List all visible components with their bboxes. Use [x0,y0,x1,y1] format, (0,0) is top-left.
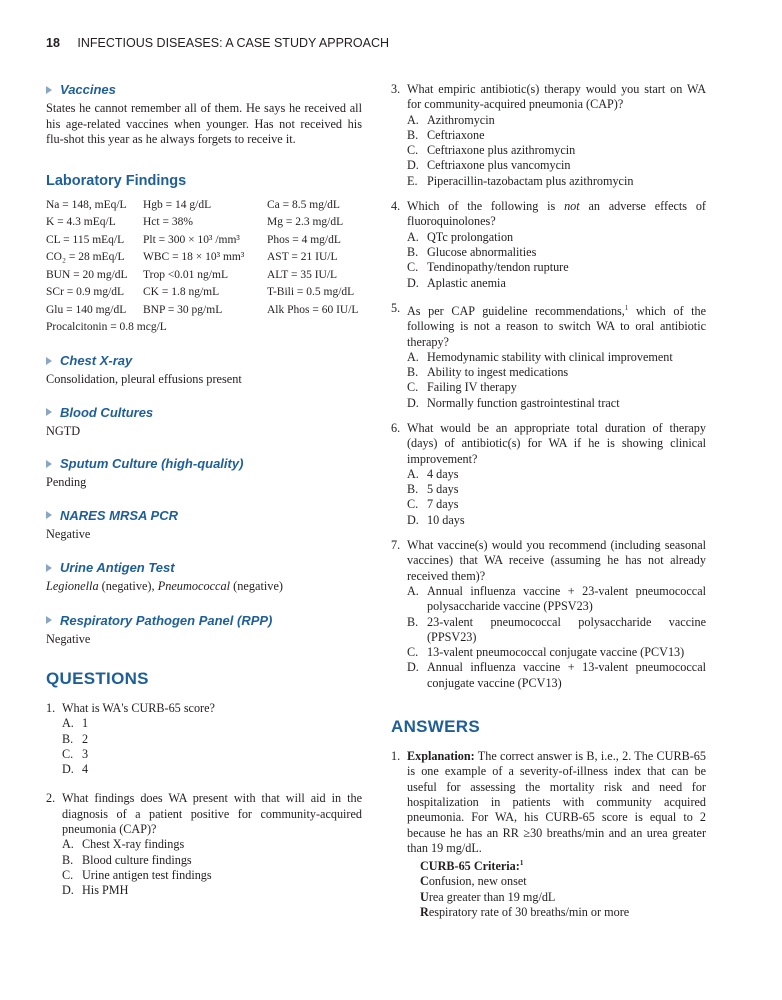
option-text: QTc prolongation [427,229,514,244]
questions-heading: QUESTIONS [46,669,149,688]
lab-row [46,251,358,269]
criteria-text: rea greater than 19 mg/dL [428,889,556,904]
option-letter: B. [407,365,419,380]
answer-option [391,174,706,189]
answer-number: 1. [391,749,401,764]
option-text: 23-valent pneumococcal polysaccharide vaccine (PPSV23) [427,614,706,644]
option-letter: A. [407,466,419,481]
urine-pneumococcal: Pneumococcal [157,579,231,593]
lab-value: CL = 115 mEq/L [46,233,125,246]
citation-superscript: 1 [624,303,629,312]
criteria-label: CURB-65 Criteria: [420,859,520,874]
option-letter: D. [407,660,419,675]
chest-xray-text: Consolidation, pleural effusions present [46,372,242,386]
rpp-section [46,613,362,648]
lab-value: BUN = 20 mg/dL [46,268,128,281]
option-letter: C. [62,746,74,761]
option-letter: D. [62,883,74,898]
q5-stem-part-2: which of the following is not a reason to switch WA to oral antibiotic therapy? [407,303,706,349]
lab-value: WBC = 18 × 10³ mm³ [143,251,245,263]
question-number: 3. [391,82,401,96]
lab-value: Hct = 38% [143,216,193,228]
lab-value: Phos = 4 mg/dL [267,233,341,246]
answer-option [391,365,706,380]
lab-section [46,173,362,334]
question-1 [46,701,362,777]
lab-row [46,216,358,234]
option-text: 3 [82,746,89,761]
question-stem-row [46,701,362,716]
option-letter: B. [407,127,419,142]
answer-option [391,128,706,143]
running-header [46,36,389,50]
question-number: 1. [46,701,56,715]
answer-option [46,762,362,777]
q4-stem-italic: not [564,199,580,214]
lab-value: CO₂ = 28 mEq/L [46,251,125,263]
question-number: 6. [391,421,401,435]
lab-row [46,286,358,304]
option-text: Tendinopathy/tendon rupture [427,260,569,275]
rpp-heading-text: Respiratory Pathogen Panel (RPP) [60,612,273,628]
option-text: Azithromycin [427,112,495,127]
option-text: Chest X-ray findings [82,837,185,852]
option-text: Annual influenza vaccine + 13-valent pneumococcal conjugate vaccine (PCV13) [427,660,706,690]
option-letter: B. [62,852,74,867]
option-text: 10 days [427,512,465,527]
blood-cultures-section [46,405,362,440]
option-text: His PMH [82,883,129,898]
criteria-item [420,905,706,920]
option-letter: C. [407,143,419,158]
option-letter: C. [62,867,74,882]
answer-option [391,645,706,660]
blood-cultures-heading [46,405,362,420]
lab-row [46,304,358,322]
triangle-bullet-icon [46,86,52,94]
answer-option [391,513,706,528]
question-stem [407,301,706,350]
option-text: Blood culture findings [82,852,192,867]
running-title: INFECTIOUS DISEASES: A CASE STUDY APPROACH [77,36,390,50]
option-text: Piperacillin-tazobactam plus azithromycin [427,173,634,188]
nares-heading-text: NARES MRSA PCR [60,507,178,523]
chest-xray-section [46,353,362,388]
option-letter: B. [407,614,419,629]
criteria-text: onfusion, new onset [428,874,527,889]
urine-legionella: Legionella [46,579,99,593]
answer-option [391,113,706,128]
explanation-text: The correct answer is B, i.e., 2. The CURB-65 is one example of a severity-of-illness index that can be useful for assessing the mortality risk and need for hospitalization in patients with community acquired pneumonia. For WA, his CURB-65 score is equal to 2 because he has an RR ≥30 breaths/min and an urea greater than 19 mg/dL. [407,749,706,855]
criteria-text: espiratory rate of 30 breaths/min or more [428,905,630,920]
question-stem-row [391,421,706,467]
lab-value: AST = 21 IU/L [267,251,338,263]
blood-cultures-heading-text: Blood Cultures [60,404,154,420]
answer-option [391,482,706,497]
lab-row [46,199,358,217]
answer-option [46,716,362,731]
answer-option [391,260,706,275]
option-text: Ceftriaxone [427,127,485,142]
triangle-bullet-icon [46,564,52,572]
nares-text: Negative [46,526,91,541]
vaccines-section [46,82,362,148]
option-letter: A. [62,837,74,852]
option-text: Hemodynamic stability with clinical improvement [427,349,673,364]
option-text: Ability to ingest medications [427,365,569,380]
q5-stem-part-1: As per CAP guideline recommendations, [407,303,625,318]
question-stem: What empiric antibiotic(s) therapy would you start on WA for community-acquired pneumonia (CAP)? [407,82,706,112]
answer-option [391,467,706,482]
option-text: Normally function gastrointestinal tract [427,395,620,410]
answer-text [407,749,706,856]
question-2 [46,791,362,898]
question-number: 2. [46,791,56,806]
lab-value: K = 4.3 mEq/L [46,216,116,228]
answer-option [391,497,706,512]
urine-text-1: (negative), [98,579,158,593]
answer-option [391,396,706,411]
option-text: 4 [82,762,89,777]
triangle-bullet-icon [46,616,52,624]
rpp-text: Negative [46,631,91,646]
lab-heading: Laboratory Findings [46,172,187,189]
option-text: 7 days [427,497,459,512]
option-letter: A. [407,229,419,244]
urine-text-2: (negative) [230,579,283,593]
option-letter: A. [407,583,419,598]
answer-option [46,883,362,898]
answer-option [46,853,362,868]
triangle-bullet-icon [46,357,52,365]
lab-value: CK = 1.8 ng/mL [143,286,220,298]
question-stem-row [391,82,706,113]
lab-value: Trop <0.01 ng/mL [143,268,228,281]
answer-option [391,350,706,365]
blood-cultures-text: NGTD [46,423,81,438]
option-text: 1 [82,716,89,731]
answers-heading: ANSWERS [391,717,480,737]
q4-stem-part-2: an adverse effects of fluoroquinolones? [407,199,706,229]
criteria-initial: R [420,905,429,920]
option-letter: D. [407,512,419,527]
lab-value: Alk Phos = 60 IU/L [267,303,359,316]
nares-heading [46,508,362,523]
option-letter: D. [407,158,419,173]
lab-value: Na = 148, mEq/L [46,198,127,211]
sputum-section [46,456,362,491]
triangle-bullet-icon [46,511,52,519]
option-letter: B. [407,244,419,259]
lab-value: Ca = 8.5 mg/dL [267,198,340,211]
sputum-text: Pending [46,475,87,489]
answer-option [391,615,706,646]
question-stem-row [46,791,362,837]
answer-1 [391,749,706,920]
triangle-bullet-icon [46,408,52,416]
nares-section [46,508,362,543]
option-letter: A. [407,349,419,364]
lab-table [46,199,358,322]
lab-value: Hgb = 14 g/dL [143,198,212,211]
urine-text [46,579,362,595]
explanation-label: Explanation: [407,749,475,764]
q4-stem-part-1: Which of the following is [407,199,565,214]
answer-option [391,230,706,245]
question-stem-row [391,538,706,584]
urine-section [46,560,362,595]
option-letter: A. [407,112,419,127]
option-text: 13-valent pneumococcal conjugate vaccine (PCV13) [427,645,685,660]
lab-value: Plt = 300 × 10³ /mm³ [143,233,240,246]
answer-option [46,837,362,852]
option-letter: B. [62,731,74,746]
question-6 [391,421,706,528]
option-letter: D. [407,275,419,290]
question-4 [391,199,706,291]
curb65-criteria [391,856,706,920]
question-stem [407,199,706,230]
lab-value: SCr = 0.9 mg/dL [46,286,125,298]
lab-row [46,269,358,287]
option-text: 4 days [427,466,459,481]
option-letter: D. [407,395,419,410]
question-number: 7. [391,538,401,553]
option-text: 5 days [427,482,459,497]
question-stem: What is WA's CURB-65 score? [62,701,215,715]
answer-option [46,747,362,762]
question-number: 5. [391,300,401,315]
answer-option [46,732,362,747]
option-letter: C. [407,645,419,660]
question-3 [391,82,706,189]
option-letter: C. [407,497,419,512]
option-text: Failing IV therapy [427,380,517,395]
option-text: Ceftriaxone plus vancomycin [427,158,571,173]
option-letter: C. [407,260,419,275]
right-column [391,82,706,920]
option-letter: C. [407,380,419,395]
answer-option [391,660,706,691]
option-letter: B. [407,482,419,497]
answer-option [391,143,706,158]
lab-value: BNP = 30 pg/mL [143,303,223,316]
option-text: Glucose abnormalities [427,244,537,259]
vaccines-heading [46,82,362,97]
answer-option [391,380,706,395]
option-letter: D. [62,762,74,777]
criteria-initial: U [420,889,429,904]
lab-value: Glu = 140 mg/dL [46,303,127,316]
answer-option [391,245,706,260]
triangle-bullet-icon [46,460,52,468]
chest-xray-heading-text: Chest X-ray [60,353,133,368]
lab-value: Mg = 2.3 mg/dL [267,216,344,228]
option-text: Ceftriaxone plus azithromycin [427,143,576,158]
sputum-heading-text: Sputum Culture (high-quality) [60,456,244,471]
criteria-item [420,890,706,905]
rpp-heading [46,613,362,628]
option-text: Aplastic anemia [427,275,506,290]
answer-option [46,868,362,883]
procalcitonin: Procalcitonin = 0.8 mcg/L [46,321,167,333]
criteria-initial: C [420,874,429,889]
chest-xray-heading [46,353,362,368]
page-number: 18 [46,36,60,50]
urine-heading [46,560,362,575]
sputum-heading [46,456,362,471]
vaccines-text: States he cannot remember all of them. He says he received all his age-related vaccines when younger. Has not received his flu-shot this year as he always forgets to receive it. [46,101,362,146]
lab-value: T-Bili = 0.5 mg/dL [267,286,355,298]
lab-row [46,234,358,252]
answer-option [391,584,706,615]
question-5 [391,301,706,411]
option-text: Annual influenza vaccine + 23-valent pneumococcal polysaccharide vaccine (PPSV23) [427,583,706,614]
question-7 [391,538,706,691]
option-text: 2 [82,731,89,746]
answer-option [391,276,706,291]
citation-superscript: 1 [519,859,524,868]
vaccines-heading-text: Vaccines [60,82,116,97]
urine-heading-text: Urine Antigen Test [60,560,175,575]
answer-option [391,158,706,173]
question-number: 4. [391,199,401,214]
question-stem: What vaccine(s) would you recommend (including seasonal vaccines) that WA receive (assuming he has not already received them)? [407,538,706,583]
left-column [46,82,362,909]
option-letter: E. [407,173,418,188]
criteria-item [420,874,706,889]
option-text: Urine antigen test findings [82,867,212,882]
question-stem: What would be an appropriate total duration of therapy (days) of antibiotic(s) for WA if he is showing clinical improvement? [407,421,706,466]
lab-value: ALT = 35 IU/L [267,268,338,281]
question-stem: What findings does WA present with that will aid in the diagnosis of a patient positive for community-acquired pneumonia (CAP)? [62,791,362,837]
option-letter: A. [62,716,74,731]
